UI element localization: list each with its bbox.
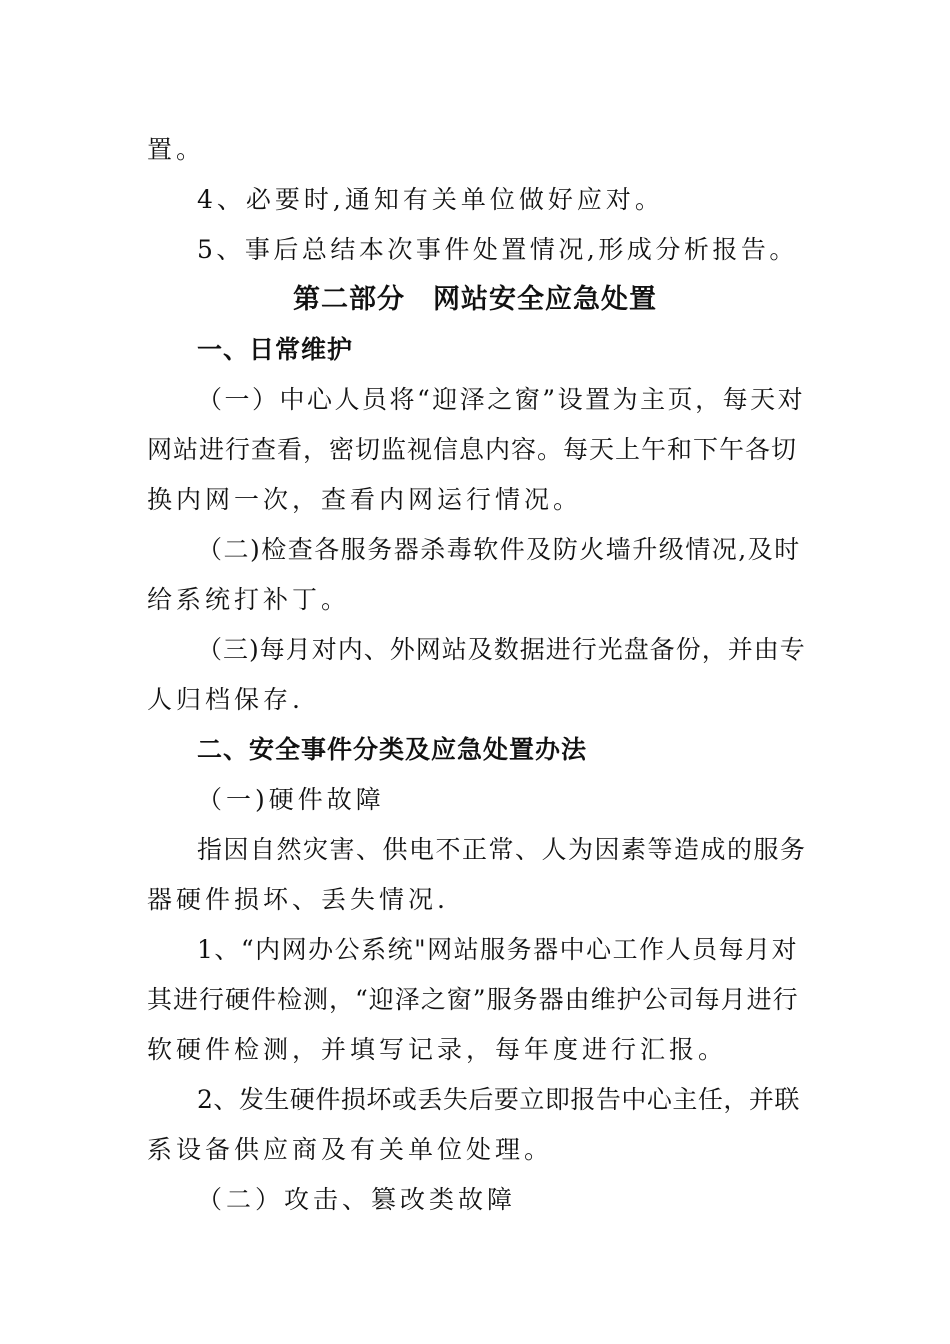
paragraph-line: （二)检查各服务器杀毒软件及防火墙升级情况,及时	[197, 535, 801, 564]
paragraph-line: 其进行硬件检测，“迎泽之窗”服务器由维护公司每月进行	[147, 985, 799, 1014]
subsection-heading: （一)硬件故障	[197, 785, 385, 814]
paragraph-continuation: 置。	[147, 135, 206, 164]
paragraph-line: （三)每月对内、外网站及数据进行光盘备份，并由专	[197, 635, 806, 664]
paragraph-line: 指因自然灾害、供电不正常、人为因素等造成的服务	[197, 835, 807, 864]
paragraph-line: 人归档保存.	[147, 685, 304, 714]
paragraph-line: 网站进行查看，密切监视信息内容。每天上午和下午各切	[147, 435, 798, 464]
paragraph-line: 1、“内网办公系统"网站服务器中心工作人员每月对	[197, 935, 799, 964]
list-item-4: 4、必要时,通知有关单位做好应对。	[197, 185, 664, 214]
list-item-5: 5、事后总结本次事件处置情况,形成分析报告。	[197, 235, 798, 264]
paragraph-line: 器硬件损坏、丢失情况.	[147, 885, 449, 914]
subsection-heading: （二）攻击、篡改类故障	[197, 1185, 517, 1214]
paragraph-line: （一）中心人员将“迎泽之窗”设置为主页，每天对	[197, 385, 806, 414]
paragraph-line: 换内网一次，查看内网运行情况。	[147, 485, 583, 514]
paragraph-line: 2、发生硬件损坏或丢失后要立即报告中心主任，并联	[197, 1085, 800, 1114]
section-heading-2: 二、安全事件分类及应急处置办法	[197, 735, 588, 764]
paragraph-line: 系设备供应商及有关单位处理。	[147, 1135, 554, 1164]
paragraph-line: 给系统打补丁。	[147, 585, 351, 614]
part-title: 第二部分 网站安全应急处置	[293, 284, 657, 315]
paragraph-line: 软硬件检测，并填写记录，每年度进行汇报。	[147, 1035, 728, 1064]
section-heading-1: 一、日常维护	[197, 335, 354, 364]
